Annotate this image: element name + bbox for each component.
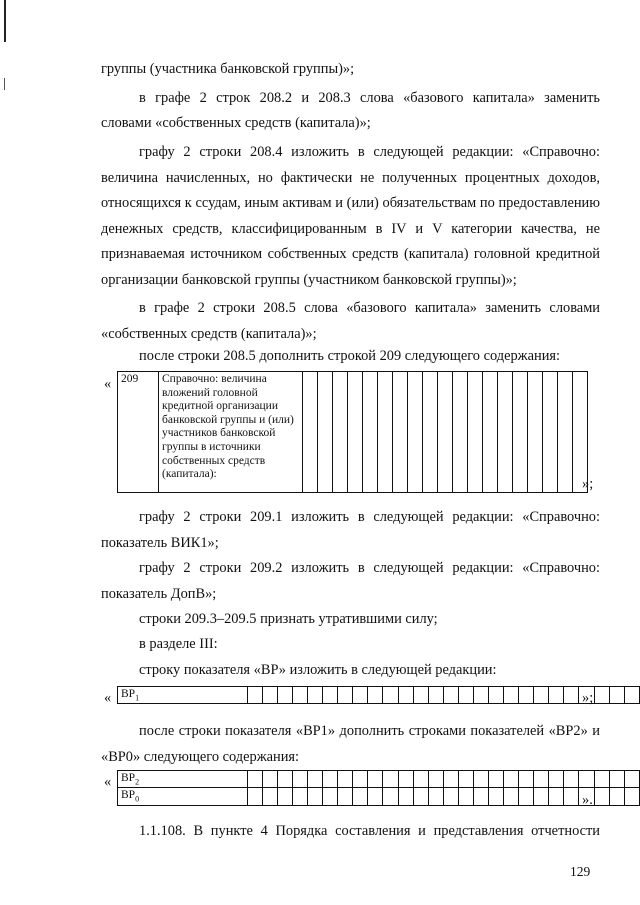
empty-cell (423, 372, 438, 493)
empty-cell (383, 771, 398, 788)
code-cell: $ВР_0$ (118, 788, 248, 805)
table-vr (117, 686, 640, 704)
code-cell: $ВР_2$ (118, 771, 248, 788)
scan-edge-mark (4, 0, 6, 42)
empty-cell (353, 771, 368, 788)
row-number-cell: 209 (118, 372, 159, 493)
empty-cell (303, 372, 318, 493)
empty-cell (438, 372, 453, 493)
empty-cell (519, 788, 534, 805)
empty-cell (262, 687, 277, 704)
empty-cell (413, 788, 428, 805)
empty-cell (519, 687, 534, 704)
table-row-209 (117, 371, 588, 493)
empty-cell (383, 687, 398, 704)
empty-cell (348, 372, 363, 493)
empty-cell (473, 771, 488, 788)
empty-cell (408, 372, 423, 493)
empty-cell (534, 687, 549, 704)
empty-cell (513, 372, 528, 493)
empty-cell (262, 771, 277, 788)
empty-cell (428, 788, 443, 805)
paragraph-amend-208-2: в графе 2 строк 208.2 и 208.3 слова «базового капитала» заменить (139, 90, 600, 106)
empty-cell (483, 372, 498, 493)
empty-cell (277, 771, 292, 788)
empty-cell (594, 687, 609, 704)
paragraph-add-209: после строки 208.5 дополнить строкой 209 следующего содержания: (139, 348, 561, 364)
open-quote: « (104, 690, 112, 706)
empty-cell (489, 771, 504, 788)
empty-cell (594, 788, 609, 805)
empty-cell (443, 788, 458, 805)
empty-cell (398, 687, 413, 704)
empty-cell (504, 771, 519, 788)
close-quote: ». (582, 792, 593, 808)
paragraph-vr-line: строку показателя «ВР» изложить в следующей редакции: (139, 662, 497, 678)
open-quote: « (104, 774, 112, 790)
empty-cell (624, 687, 639, 704)
empty-cell (443, 687, 458, 704)
empty-cell (594, 771, 609, 788)
empty-cell (378, 372, 393, 493)
paragraph-amend-208-2-cont: словами «собственных средств (капитала)»; (101, 115, 371, 131)
paragraph-amend-208-4: графу 2 строки 208.4 изложить в следующей редакции: «Справочно: величина начисленных, но фактически не полученных процентных доходов, относящихся к ссудам, иным активам и (или) обязательствам по предоставлению денежных средств, классифицированным в IV и V категории качества, не признаваемая источником собственных средств (капитала) головной кредитной организации банковской группы (участником банковской группы)»; (101, 144, 600, 288)
empty-cell (624, 788, 639, 805)
empty-cell (489, 687, 504, 704)
empty-cell (489, 788, 504, 805)
empty-cell (549, 788, 564, 805)
empty-cell (277, 788, 292, 805)
empty-cell (323, 687, 338, 704)
empty-cell (428, 771, 443, 788)
empty-cell (353, 687, 368, 704)
empty-cell (413, 771, 428, 788)
paragraph-repeal: строки 209.3–209.5 признать утратившими силу; (139, 611, 438, 627)
empty-cell (534, 788, 549, 805)
empty-cell (579, 771, 594, 788)
empty-cell (262, 788, 277, 805)
empty-cell (363, 372, 378, 493)
row-name-cell: Справочно: величина вложений головной кредитной организации банковской группы и (или) участников банковской группы в источники собственных средств (капитала): (159, 372, 303, 493)
close-quote: »; (582, 690, 594, 706)
empty-cell (338, 788, 353, 805)
empty-cell (458, 771, 473, 788)
empty-cell (398, 771, 413, 788)
empty-cell (383, 788, 398, 805)
empty-cell (293, 771, 308, 788)
empty-cell (519, 771, 534, 788)
empty-cell (534, 771, 549, 788)
empty-cell (498, 372, 513, 493)
empty-cell (398, 788, 413, 805)
close-quote: »; (582, 476, 594, 492)
page-number: 129 (570, 864, 591, 879)
empty-cell (338, 687, 353, 704)
empty-cell (564, 687, 579, 704)
empty-cell (247, 788, 262, 805)
empty-cell (609, 788, 624, 805)
empty-cell (368, 687, 383, 704)
empty-cell (293, 788, 308, 805)
empty-cell (247, 771, 262, 788)
empty-cell (323, 771, 338, 788)
paragraph-amend-209-2: графу 2 строки 209.2 изложить в следующей редакции: «Справочно: показатель ДопВ»; (101, 560, 600, 602)
paragraph-1-1-108: 1.1.108. В пункте 4 Порядка составления и представления отчетности (139, 823, 600, 839)
empty-cell (558, 372, 573, 493)
paragraph-section-3: в разделе III: (139, 636, 218, 652)
empty-cell (624, 771, 639, 788)
empty-cell (564, 788, 579, 805)
empty-cell (338, 771, 353, 788)
empty-cell (308, 687, 323, 704)
empty-cell (333, 372, 348, 493)
empty-cell (247, 687, 262, 704)
empty-cell (428, 687, 443, 704)
empty-cell (413, 687, 428, 704)
empty-cell (293, 687, 308, 704)
paragraph-amend-209-1: графу 2 строки 209.1 изложить в следующей редакции: «Справочно: показатель ВИК1»; (101, 509, 600, 551)
paragraph-add-vr2-vr0: после строки показателя «ВР1» дополнить строками показателей «ВР2» и «ВР0» следующего содержания: (101, 723, 600, 765)
paragraph-amend-208-5: в графе 2 строки 208.5 слова «базового капитала» заменить словами «собственных средств (капитала)»; (101, 300, 600, 342)
empty-cell (609, 771, 624, 788)
empty-cell (308, 788, 323, 805)
empty-cell (277, 687, 292, 704)
empty-cell (549, 771, 564, 788)
empty-cell (353, 788, 368, 805)
empty-cell (323, 788, 338, 805)
paragraph-continuation: группы (участника банковской группы)»; (101, 61, 355, 77)
table-vr2-vr0 (117, 770, 640, 806)
scan-tick-mark (4, 78, 5, 90)
empty-cell (368, 788, 383, 805)
empty-cell (573, 372, 588, 493)
empty-cell (528, 372, 543, 493)
empty-cell (458, 788, 473, 805)
empty-cell (473, 788, 488, 805)
empty-cell (368, 771, 383, 788)
empty-cell (318, 372, 333, 493)
empty-cell (549, 687, 564, 704)
empty-cell (543, 372, 558, 493)
empty-cell (308, 771, 323, 788)
empty-cell (564, 771, 579, 788)
empty-cell (504, 788, 519, 805)
code-cell: $ВР_1$ (118, 687, 248, 704)
empty-cell (473, 687, 488, 704)
empty-cell (458, 687, 473, 704)
empty-cell (609, 687, 624, 704)
empty-cell (504, 687, 519, 704)
empty-cell (443, 771, 458, 788)
empty-cell (393, 372, 408, 493)
open-quote: « (104, 376, 112, 392)
empty-cell (453, 372, 468, 493)
empty-cell (468, 372, 483, 493)
